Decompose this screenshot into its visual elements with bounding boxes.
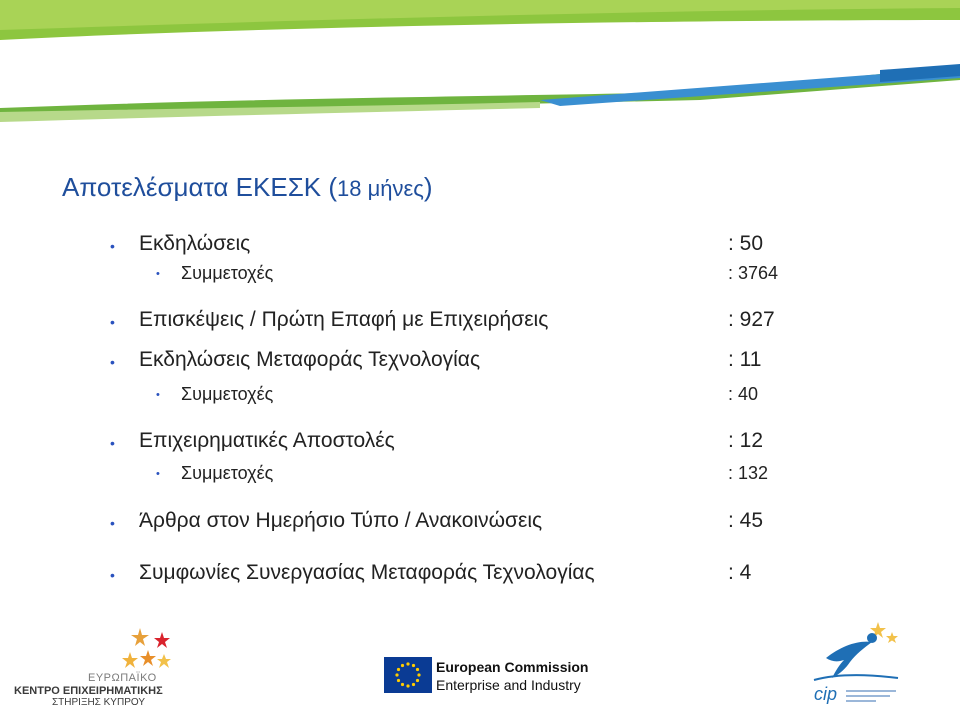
subitem-value: : 3764	[728, 263, 779, 283]
kepe-logo-line3: ΣΤΗΡΙΞΗΣ ΚΥΠΡΟΥ	[52, 697, 145, 708]
bullet-icon: •	[156, 389, 160, 401]
cip-runner-logo-icon	[806, 618, 906, 706]
subitem-value: : 40	[728, 384, 759, 404]
item-value: : 11	[728, 348, 762, 371]
subitem-label: Συμμετοχές	[181, 384, 274, 404]
subitem-label: Συμμετοχές	[181, 263, 274, 283]
bullet-icon: •	[110, 435, 115, 451]
subitem-label: Συμμετοχές	[181, 463, 274, 483]
ec-logo-line1: European Commission	[436, 659, 589, 675]
item-label: Άρθρα στον Ημερήσιο Τύπο / Ανακοινώσεις	[139, 509, 543, 532]
title-subtitle: 18 μήνες	[337, 176, 424, 201]
item-label: Εκδηλώσεις	[139, 232, 251, 255]
item-value: : 50	[728, 232, 764, 255]
item-value: : 4	[728, 561, 752, 584]
bullet-icon: •	[110, 354, 115, 370]
kepe-logo-line2: ΚΕΝΤΡΟ ΕΠΙΧΕΙΡΗΜΑΤΙΚΗΣ	[14, 685, 163, 697]
item-value: : 12	[728, 429, 764, 452]
title-close: )	[423, 172, 433, 202]
ec-logo-line2: Enterprise and Industry	[436, 677, 581, 693]
subitem-value: : 132	[728, 463, 769, 483]
item-label: Επιχειρηματικές Αποστολές	[139, 429, 395, 452]
item-value: : 45	[728, 509, 764, 532]
bullet-icon: •	[110, 515, 115, 531]
eu-flag-icon	[384, 657, 432, 693]
item-value: : 927	[728, 308, 775, 331]
bullet-icon: •	[110, 314, 115, 330]
bullet-icon: •	[110, 238, 115, 254]
bullet-icon: •	[110, 567, 115, 583]
item-label: Εκδηλώσεις Μεταφοράς Τεχνολογίας	[139, 348, 481, 371]
title-main: Αποτελέσματα ΕΚΕΣΚ (	[62, 172, 337, 202]
bullet-icon: •	[156, 468, 160, 480]
svg-text:cip: cip	[814, 684, 838, 704]
item-label: Επισκέψεις / Πρώτη Επαφή με Επιχειρήσεις	[139, 308, 549, 331]
kepe-logo-line1: ΕΥΡΩΠΑΪΚΟ	[88, 672, 157, 684]
bullet-icon: •	[156, 268, 160, 280]
item-label: Συμφωνίες Συνεργασίας Μεταφοράς Τεχνολογίας	[139, 561, 595, 584]
